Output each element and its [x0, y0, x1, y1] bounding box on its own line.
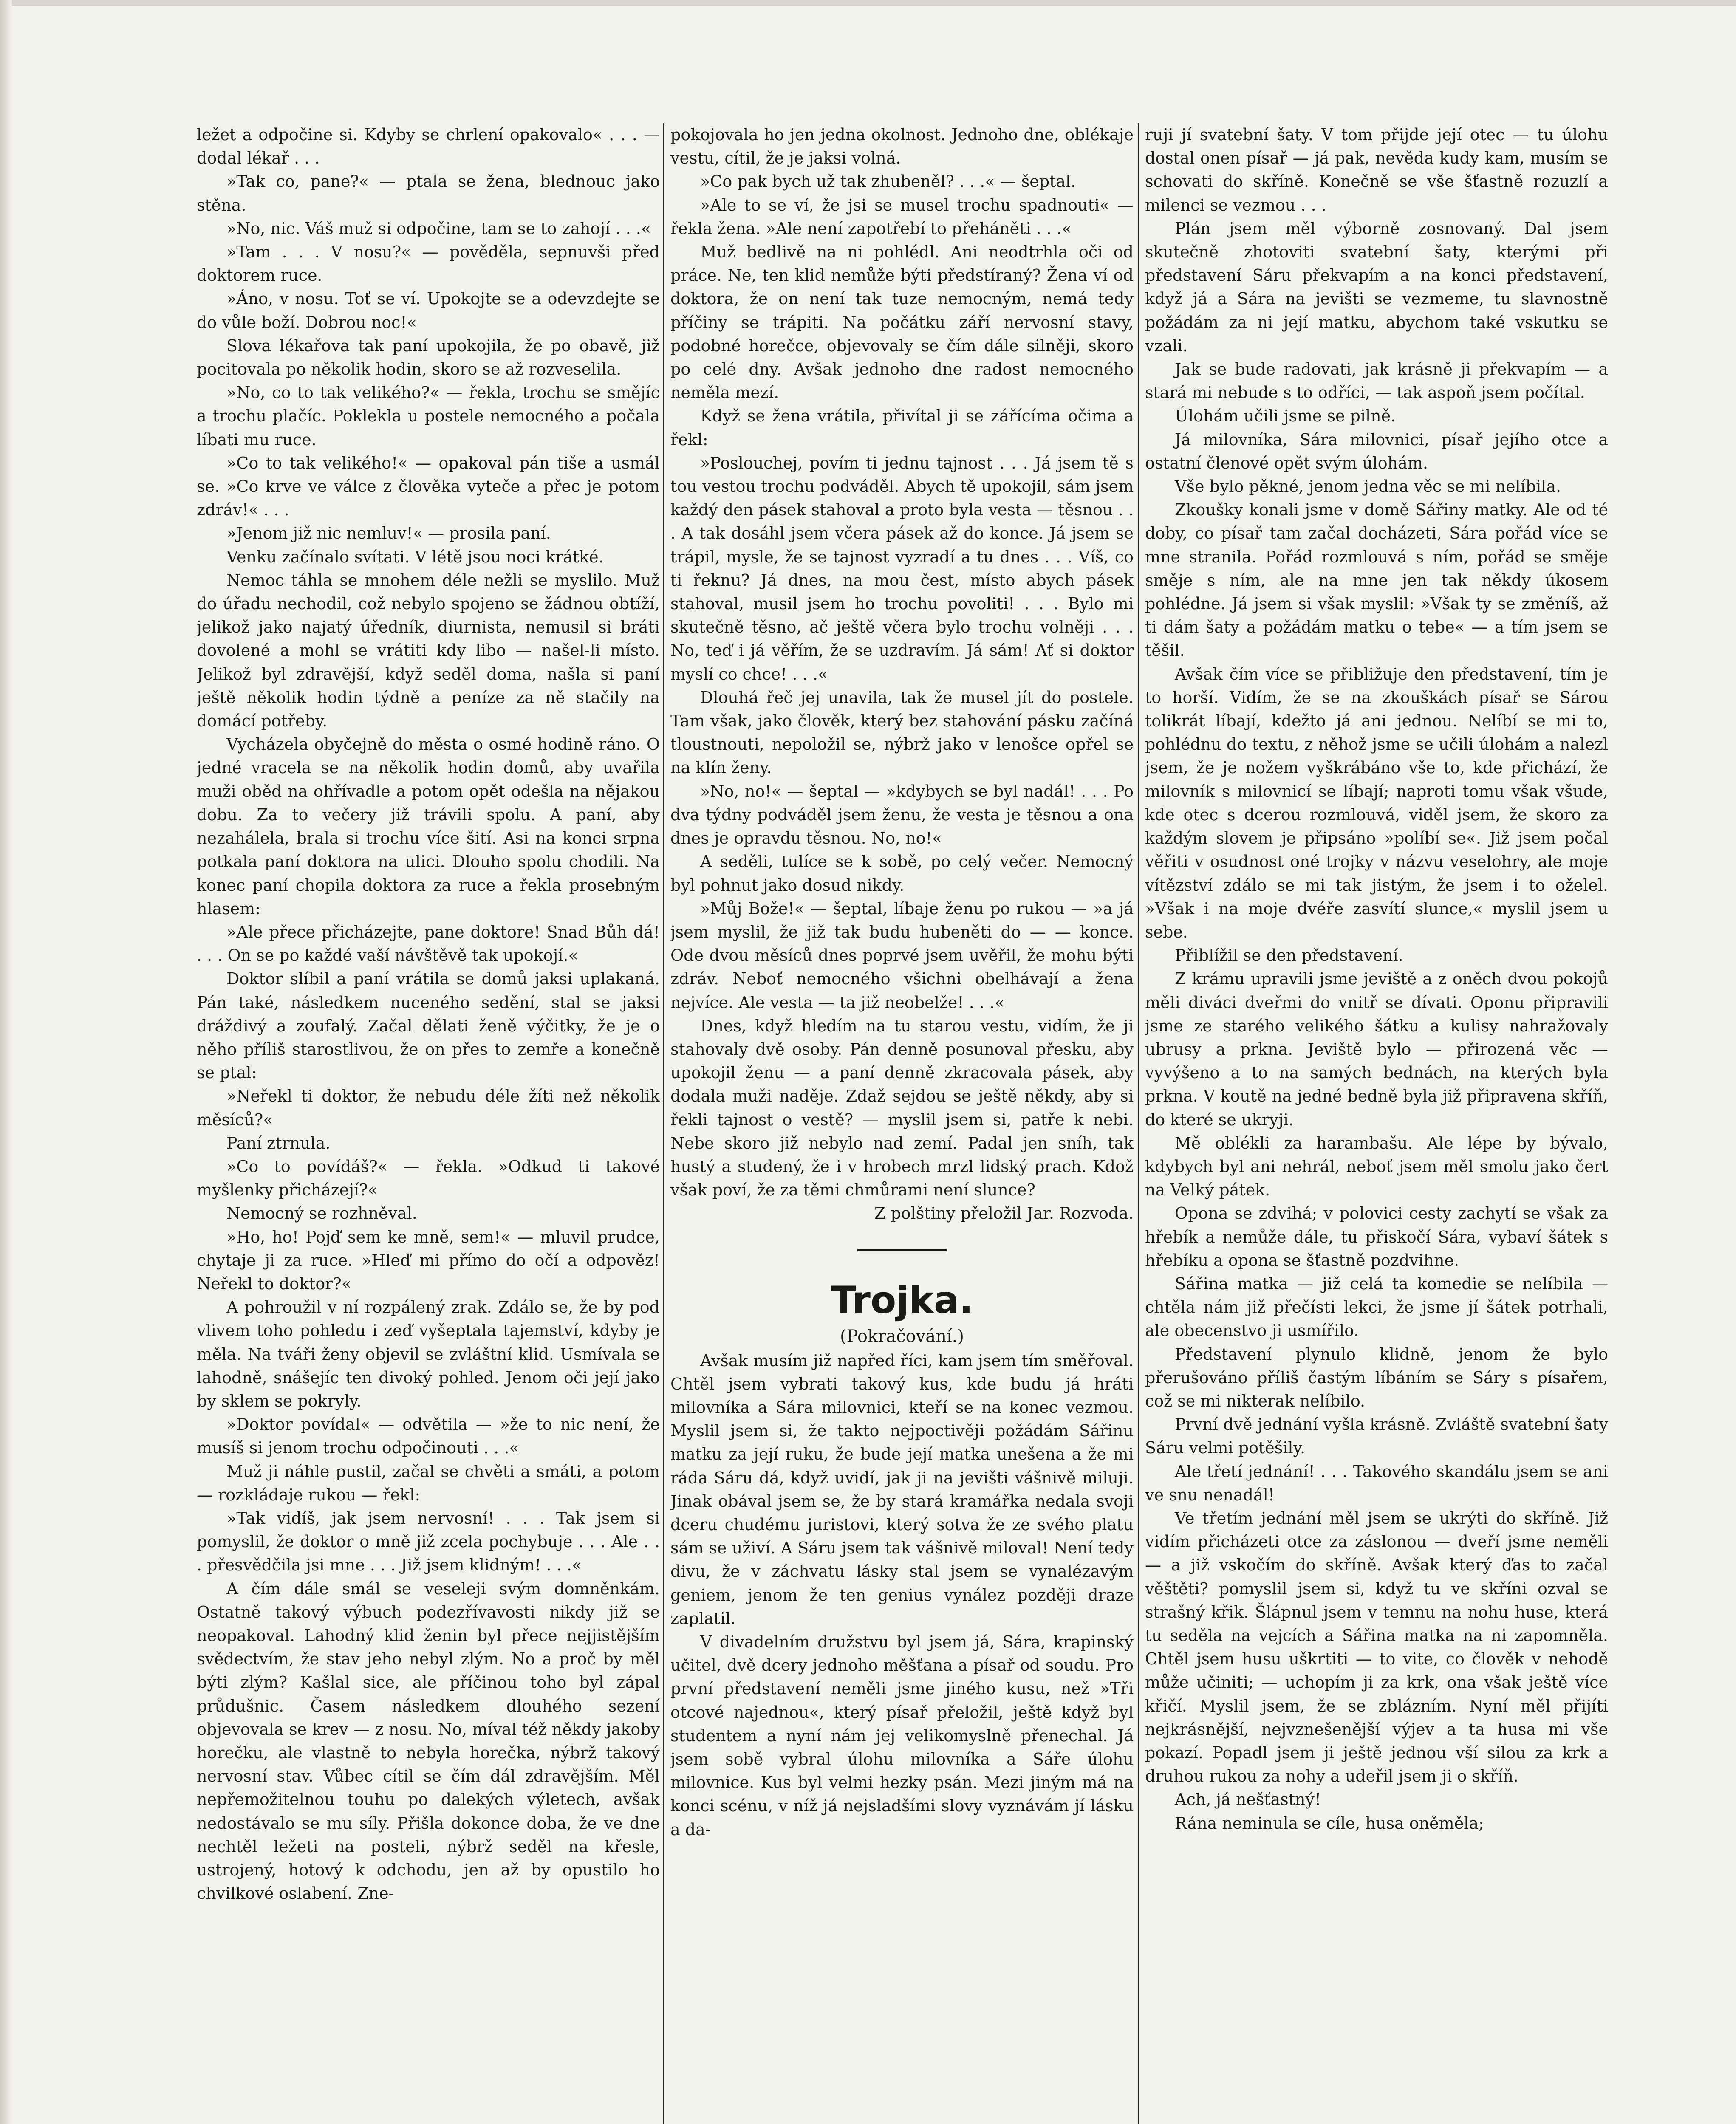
paragraph: ruji jí svatební šaty. V tom přijde její otec — tu úlohu dostal onen písař — já pak, nevěda kudy kam, musím se schovati do skříně. Konečně se vše šťastně rozuzlí a milenci se vezmou . . .: [1145, 125, 1608, 215]
paragraph: Doktor slíbil a paní vrátila se domů jaksi uplakaná. Pán také, následkem nuceného sedění, stal se jaksi dráždivý a zoufalý. Začal dělati ženě výčitky, že je o něho příliš starostlivou, že on přes to zemře a konečně se ptal:: [197, 969, 660, 1082]
paragraph: Mě oblékli za harambašu. Ale lépe by bývalo, kdybych byl ani nehrál, neboť jsem měl smolu jako čert na Velký pátek.: [1145, 1133, 1608, 1200]
paragraph: Představení plynulo klidně, jenom že bylo přerušováno příliš častým líbáním se Sáry s písařem, což se mi nikterak nelíbilo.: [1145, 1344, 1608, 1410]
story-continuation: [670, 123, 1134, 1202]
text-column-2: [670, 123, 1134, 2124]
paragraph: »Co pak bych už tak zhubeněl? . . .« — šeptal.: [700, 172, 1076, 191]
paragraph: Ve třetím jednání měl jsem se ukrýti do skříně. Již vidím přicházeti otce za záslonou — dveří jsme neměli — a již vskočím do skříně. Avšak který ďas to začal věštěti? pomyslil jsem si, když tu ve skříni ozval se strašný křik. Šlápnul jsem v temnu na nohu huse, která tu seděla na vejcích a Sářina matka na ni zapomněla. Chtěl jsem husu uškrtiti — to vite, co člověk v nehodě může učiniti; — uchopím ji za krk, ona však ještě více křičí. Myslil jsem, že se zblázním. Nyní měl přijíti nejkrásnější, nejvznešenější výjev a ta husa mi vše pokazí. Popadl jsem ji ještě jednou vší silou za krk a druhou rukou za nohy a udeřil jsem ji o skříň.: [1145, 1508, 1608, 1786]
paragraph: Ach, já nešťastný!: [1175, 1790, 1321, 1809]
paragraph: Paní ztrnula.: [226, 1133, 331, 1152]
scan-edge-top: [0, 0, 1736, 6]
scan-edge-left: [0, 0, 12, 2124]
translator-attribution: Z polštiny přeložil Jar. Rozvoda.: [874, 1204, 1134, 1223]
paragraph: »Můj Bože!« — šeptal, líbaje ženu po rukou — »a já jsem myslil, že již tak budu hubeněti do — — konce. Ode dvou měsíců dnes poprvé jsem uvěřil, že mohu býti zdráv. Neboť nemocného všichni obelhávají a žena nejvíce. Ale vesta — ta již neobelže! . . .«: [670, 899, 1134, 1012]
section-subtitle: (Pokračování.): [840, 1326, 964, 1346]
paragraph: Muž ji náhle pustil, začal se chvěti a smáti, a potom — rozkládaje rukou — řekl:: [197, 1462, 660, 1504]
paragraph: Avšak musím již napřed říci, kam jsem tím směřoval. Chtěl jsem vybrati takový kus, kde budu já hráti milovníka a Sára milovnici, kteří se na konec vezmou. Myslil jsem si, že takto nejpoctivěji požádám Sářinu matku za její ruku, že bude její matka unešena a že mi ráda Sáru dá, když uvidí, jak ji na jevišti vášnivě miluji. Jinak obával jsem se, že by stará kramářka nedala svoji dceru chudému juristovi, který sotva že ze svého platu sám se uživí. A Sáru jsem tak vášnivě miloval! Není tedy divu, že v záchvatu lásky stal jsem se vynalézavým geniem, jenom že ten genius vynález později draze zaplatil.: [670, 1351, 1134, 1628]
paragraph: »Jenom již nic nemluv!« — prosila paní.: [226, 524, 551, 543]
paragraph: Zkoušky konali jsme v domě Sářiny matky. Ale od té doby, co písař tam začal docházeti, Sára pořád více se mne stranila. Pořád rozmlouvá s ním, pořád se směje směje s ním, ale na mne jen tak někdy úkosem pohlédne. Já jsem si však myslil: »Však ty se změníš, až ti dám šaty a požádám matku o tebe« — a tím jsem se těšil.: [1145, 500, 1608, 660]
text-column-1: [197, 123, 660, 2124]
column-rule-2: [1138, 123, 1139, 2124]
paragraph: Nemoc táhla se mnohem déle nežli se myslilo. Muž do úřadu nechodil, což nebylo spojeno se žádnou obtíží, jelikož jako najatý úředník, diurnista, nemusil si bráti dovolené a mohl se vrátiti kdy libo — našel-li místo. Jelikož byl zdravější, když seděl doma, našla si paní ještě několik hodin týdně a peníze za ně stačily na domácí potřeby.: [197, 571, 660, 731]
paragraph: »Co to tak velikého!« — opakoval pán tiše a usmál se. »Co krve ve válce z člověka vyteče a přec je potom zdráv!« . . .: [197, 453, 660, 520]
paragraph: pokojovala ho jen jedna okolnost. Jednoho dne, oblékaje vestu, cítil, že je jaksi volná.: [670, 125, 1134, 168]
paragraph: Dlouhá řeč jej unavila, tak že musel jít do postele. Tam však, jako člověk, který bez stahování pásku začíná tloustnouti, nepoložil se, nýbrž jako v lenošce opřel se na klín ženy.: [670, 688, 1134, 777]
paragraph: Nemocný se rozhněval.: [226, 1204, 417, 1223]
paragraph: »Doktor povídal« — odvětila — »že to nic není, že musíš si jenom trochu odpočinouti . . .«: [197, 1415, 660, 1457]
paragraph: »Tak co, pane?« — ptala se žena, blednouc jako stěna.: [197, 172, 660, 215]
paragraph: V divadelním družstvu byl jsem já, Sára, krapinský učitel, dvě dcery jednoho měšťana a písař od soudu. Pro první představení neměli jsme jiného kusu, než »Tři otcové najednou«, který písař přeložil, ještě když byl studentem a nyní nám jej velikomyslně přenechal. Já jsem sobě vybral úlohu milovníka a Sáře úlohu milovnice. Kus byl velmi hezky psán. Mezi jiným má na konci scénu, v níž já nejsladšími slovy vyznávám jí lásku a da-: [670, 1632, 1134, 1839]
paragraph: Sářina matka — již celá ta komedie se nelíbila — chtěla nám již přečísti lekci, že jsme jí šátek potrhali, ale obecenstvo ji usmířilo.: [1145, 1274, 1608, 1340]
paragraph: »Áno, v nosu. Toť se ví. Upokojte se a odevzdejte se do vůle boží. Dobrou noc!«: [197, 289, 660, 332]
paragraph: Vycházela obyčejně do města o osmé hodině ráno. O jedné vracela se na několik hodin domů, aby uvařila muži oběd na ohřívadle a potom opět odešla na nějakou dobu. Za to večery již trávili spolu. A paní, aby nezahálela, brala si trochu více šití. Asi na konci srpna potkala paní doktora na ulici. Dlouho spolu chodili. Na konec paní chopila doktora za ruce a řekla prosebným hlasem:: [197, 735, 660, 918]
paragraph: A čím dále smál se veseleji svým domněnkám. Ostatně takový výbuch podezřívavosti nikdy již se neopakoval. Lahodný klid ženin byl přece nejjistějším svědectvím, že stav jeho nebyl zlým. No a proč by měl býti zlým? Kašlal sice, ale příčinou toho byl zápal průdušnic. Časem následkem dlouhého sezení objevovala se krev — z nosu. No, míval též někdy jakoby horečku, ale vlastně to nebyla horečka, nýbrž takový nervosní stav. Vůbec cítil se čím dál zdravějším. Měl nepřemožitelnou touhu po dalekých výletech, avšak nedostávalo se mu síly. Přišla dokonce doba, že ve dne nechtěl ležeti na posteli, nýbrž seděl na křesle, ustrojený, hotový k odchodu, jen až by opustilo ho chvilkové oslabení. Zne-: [197, 1579, 660, 1903]
paragraph: Ale třetí jednání! . . . Takového skandálu jsem se ani ve snu nenadál!: [1145, 1462, 1608, 1504]
paragraph: První dvě jednání vyšla krásně. Zvláště svatební šaty Sáru velmi potěšily.: [1145, 1415, 1608, 1457]
paragraph: ležet a odpočine si. Kdyby se chrlení opakovalo« . . . — dodal lékař . . .: [197, 125, 660, 168]
paragraph: Dnes, když hledím na tu starou vestu, vidím, že ji stahovaly dvě osoby. Pán denně posunoval přesku, aby upokojil ženu — a paní denně zkracovala pásek, aby dodala muži naděje. Zdaž sejdou se ještě někdy, aby si řekli tajnost o vestě? — myslil jsem si, patře k nebi. Nebe skoro již nebylo nad zemí. Padal jen sníh, tak hustý a studený, že i v hrobech mrzl lidský prach. Kdož však poví, že za těmi chmůrami není slunce?: [670, 1016, 1134, 1200]
paragraph: Vše bylo pěkné, jenom jedna věc se mi nelíbila.: [1175, 477, 1561, 496]
section-divider: [857, 1249, 947, 1251]
paragraph: »Ho, ho! Pojď sem ke mně, sem!« — mluvil prudce, chytaje ji za ruce. »Hleď mi přímo do očí a odpověz! Neřekl to doktor?«: [197, 1227, 660, 1293]
paragraph: »Ale přece přicházejte, pane doktore! Snad Bůh dá! . . . On se po každé vaší návštěvě tak upokojí.«: [197, 922, 660, 965]
paragraph: »Co to povídáš?« — řekla. »Odkud ti takové myšlenky přicházejí?«: [197, 1157, 660, 1200]
section-title: Trojka.: [831, 1278, 973, 1322]
section-body: [670, 1349, 1134, 1842]
text-column-3: [1145, 123, 1608, 2124]
paragraph: »Ale to se ví, že jsi se musel trochu spadnouti« — řekla žena. »Ale není zapotřebí to přeháněti . . .«: [670, 195, 1134, 238]
paragraph: »Poslouchej, povím ti jednu tajnost . . . Já jsem tě s tou vestou trochu podváděl. Abych tě upokojil, sám jsem každý den pásek stahoval a proto byla vesta — těsnou . . . A tak dosáhl jsem včera pásek až do konce. Já jsem se trápil, mysle, že se tajnost vyzradí a tu dnes . . . Víš, co ti řeknu? Já dnes, na mou čest, místo abych pásek stahoval, musil jsem ho trochu povoliti! . . . Bylo mi skutečně těsno, ač ještě včera bylo trochu volněji . . . No, teď i já věřím, že se uzdravím. Já sám! Ať si doktor myslí co chce! . . .«: [670, 453, 1134, 684]
paragraph: A seděli, tulíce se k sobě, po celý večer. Nemocný byl pohnut jako dosud nikdy.: [670, 852, 1134, 895]
paragraph: Úlohám učili jsme se pilně.: [1175, 407, 1396, 426]
paragraph: »No, no!« — šeptal — »kdybych se byl nadál! . . . Po dva týdny podváděl jsem ženu, že vesta je těsnou a ona dnes je opravdu těsnou. No, no!«: [670, 782, 1134, 848]
paragraph: »No, nic. Váš muž si odpočine, tam se to zahojí . . .«: [226, 219, 651, 238]
paragraph: Jak se bude radovati, jak krásně ji překvapím — a stará mi nebude s to odříci, — tak aspoň jsem počítal.: [1145, 360, 1608, 402]
paragraph: Opona se zdvihá; v polovici cesty zachytí se však za hřebík a nemůže dále, tu přiskočí Sára, vybaví šátek s hřebíku a opona se šťastně pozdvihne.: [1145, 1204, 1608, 1270]
paragraph: Přiblížil se den představení.: [1175, 946, 1403, 965]
paragraph: »No, co to tak velikého?« — řekla, trochu se smějíc a trochu plačíc. Poklekla u postele nemocného a počala líbati mu ruce.: [197, 383, 660, 449]
paragraph: Avšak čím více se přibližuje den představení, tím je to horší. Vidím, že se na zkouškách písař se Sárou tolikrát líbají, kdežto já ani jednou. Nelíbí se mi to, pohlédnu do textu, z něhož jsme se učili úlohám a nalezl jsem, že je nožem vyškrábáno vše to, kde přichází, že milovník s milovnicí se líbají; naproti tomu však všude, kde otec s dcerou rozmlouvá, viděl jsem, že skoro za každým slovem je připsáno »políbí se«. Již jsem počal věřiti v osudnost oné trojky v názvu veselohry, ale moje vítězství zdálo se mi tak jistým, že jsem i to oželel. »Však i na moje dvéře zasvítí slunce,« myslil jsem u sebe.: [1145, 664, 1608, 941]
column-rule-1: [663, 123, 664, 2124]
paragraph: »Neřekl ti doktor, že nebudu déle žíti než několik měsíců?«: [197, 1087, 660, 1129]
paragraph: Já milovníka, Sára milovnici, písař jejího otce a ostatní členové opět svým úlohám.: [1145, 430, 1608, 472]
paragraph: Slova lékařova tak paní upokojila, že po obavě, již pocitovala po několik hodin, skoro se až rozveselila.: [197, 336, 660, 379]
paragraph: Plán jsem měl výborně zosnovaný. Dal jsem skutečně zhotoviti svatební šaty, kterými při představení Sáru překvapím a na konci představení, když já a Sára na jevišti se vezmeme, tu slavnostně požádám za ni její matku, abychom také vskutku se vzali.: [1145, 219, 1608, 355]
paragraph: Když se žena vrátila, přivítal ji se zářícíma očima a řekl:: [670, 407, 1134, 449]
paragraph: Venku začínalo svítati. V létě jsou noci krátké.: [226, 547, 604, 566]
paragraph: »Tak vidíš, jak jsem nervosní! . . . Tak jsem si pomyslil, že doktor o mně již zcela pochybuje . . . Ale . . . přesvědčila jsi mne . . . Již jsem klidným! . . .«: [197, 1508, 660, 1575]
paragraph: »Tam . . . V nosu?« — pověděla, sepnuvši před doktorem ruce.: [197, 243, 660, 285]
paragraph: A pohroužil v ní rozpálený zrak. Zdálo se, že by pod vlivem toho pohledu i zeď vyšeptala tajemství, kdyby je měla. Na tváři ženy objevil se zvláštní klid. Usmívala se lahodně, snášejíc ten divoký pohled. Jenom oči její jako by sklem se pokryly.: [197, 1298, 660, 1410]
paragraph: Rána neminula se cíle, husa oněměla;: [1175, 1813, 1484, 1833]
paragraph: Muž bedlivě na ni pohlédl. Ani neodtrhla oči od práce. Ne, ten klid nemůže býti předstíraný? Žena ví od doktora, že on není tak tuze nemocným, nemá tedy příčiny se trápiti. Na počátku září nervosní stavy, podobné horečce, objevovaly se čím dále silněji, skoro po celé dny. Avšak jednoho dne radost nemocného neměla mezí.: [670, 243, 1134, 402]
paragraph: Z krámu upravili jsme jeviště a z oněch dvou pokojů měli diváci dveřmi do vnitř se dívati. Oponu připravili jsme ze starého velikého šátku a kulisy nahražovaly ubrusy a prkna. Jeviště bylo — přirozená věc — vyvýšeno a to na samých bednách, na kterých byla prkna. V koutě na jedné bedně byla již připravena skříň, do které se ukryji.: [1145, 969, 1608, 1129]
